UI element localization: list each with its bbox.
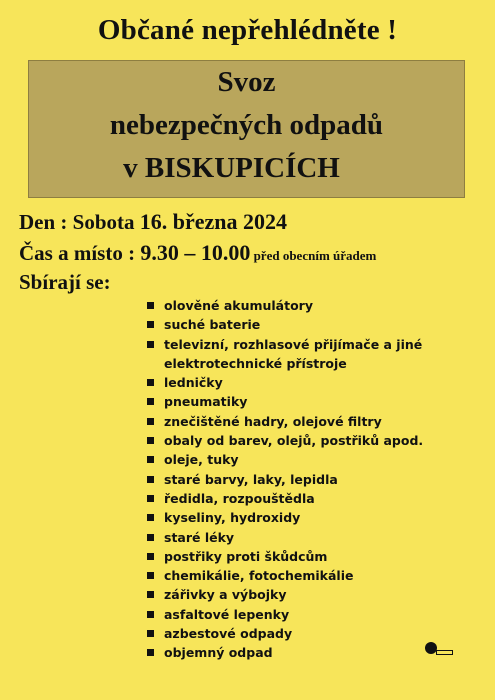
time-value: 9.30 – 10.00	[140, 240, 251, 265]
square-bullet-icon	[147, 379, 154, 386]
list-item: televizní, rozhlasové přijímače a jiné elektrotechnické přístroje	[147, 335, 467, 374]
list-item: postřiky proti škůdcům	[147, 547, 467, 566]
list-item: asfaltové lepenky	[147, 605, 467, 624]
list-item: staré léky	[147, 528, 467, 547]
square-bullet-icon	[147, 649, 154, 656]
page-title: Občané nepřehlédněte !	[97, 14, 398, 46]
list-item: obaly od barev, olejů, postřiků apod.	[147, 431, 467, 450]
square-bullet-icon	[147, 341, 154, 348]
banner-line-3: v BISKUPICÍCH	[123, 152, 340, 184]
list-item: suché baterie	[147, 315, 467, 334]
square-bullet-icon	[147, 476, 154, 483]
collected-items-heading: Sbírají se:	[19, 270, 111, 294]
square-bullet-icon	[147, 398, 154, 405]
square-bullet-icon	[147, 630, 154, 637]
collected-items-list	[147, 296, 467, 663]
list-item: objemný odpad	[147, 643, 467, 662]
square-bullet-icon	[147, 418, 154, 425]
time-label: Čas a místo :	[19, 241, 141, 265]
list-item: ředidla, rozpouštědla	[147, 489, 467, 508]
banner-line-1: Svoz	[217, 66, 276, 98]
list-item: chemikálie, fotochemikálie	[147, 566, 467, 585]
date-value: 16. března 2024	[139, 209, 288, 234]
square-bullet-icon	[147, 572, 154, 579]
square-bullet-icon	[147, 321, 154, 328]
square-bullet-icon	[147, 611, 154, 618]
square-bullet-icon	[147, 495, 154, 502]
list-item: zářivky a výbojky	[147, 585, 467, 604]
square-bullet-icon	[147, 456, 154, 463]
list-item: olověné akumulátory	[147, 296, 467, 315]
list-item: azbestové odpady	[147, 624, 467, 643]
list-item: oleje, tuky	[147, 450, 467, 469]
list-item: kyseliny, hydroxidy	[147, 508, 467, 527]
event-date	[19, 209, 287, 235]
square-bullet-icon	[147, 514, 154, 521]
list-item: pneumatiky	[147, 392, 467, 411]
square-bullet-icon	[147, 534, 154, 541]
square-bullet-icon	[147, 553, 154, 560]
square-bullet-icon	[147, 302, 154, 309]
place-text: před obecním úřadem	[250, 248, 377, 263]
date-label: Den : Sobota	[19, 210, 140, 234]
event-time-place	[19, 240, 376, 266]
list-item: znečištěné hadry, olejové filtry	[147, 412, 467, 431]
square-bullet-icon	[147, 437, 154, 444]
square-bullet-icon	[147, 591, 154, 598]
list-item: ledničky	[147, 373, 467, 392]
small-logo-icon	[424, 640, 454, 658]
banner-line-2: nebezpečných odpadů	[109, 109, 384, 141]
list-item: staré barvy, laky, lepidla	[147, 470, 467, 489]
title-banner	[28, 60, 465, 198]
